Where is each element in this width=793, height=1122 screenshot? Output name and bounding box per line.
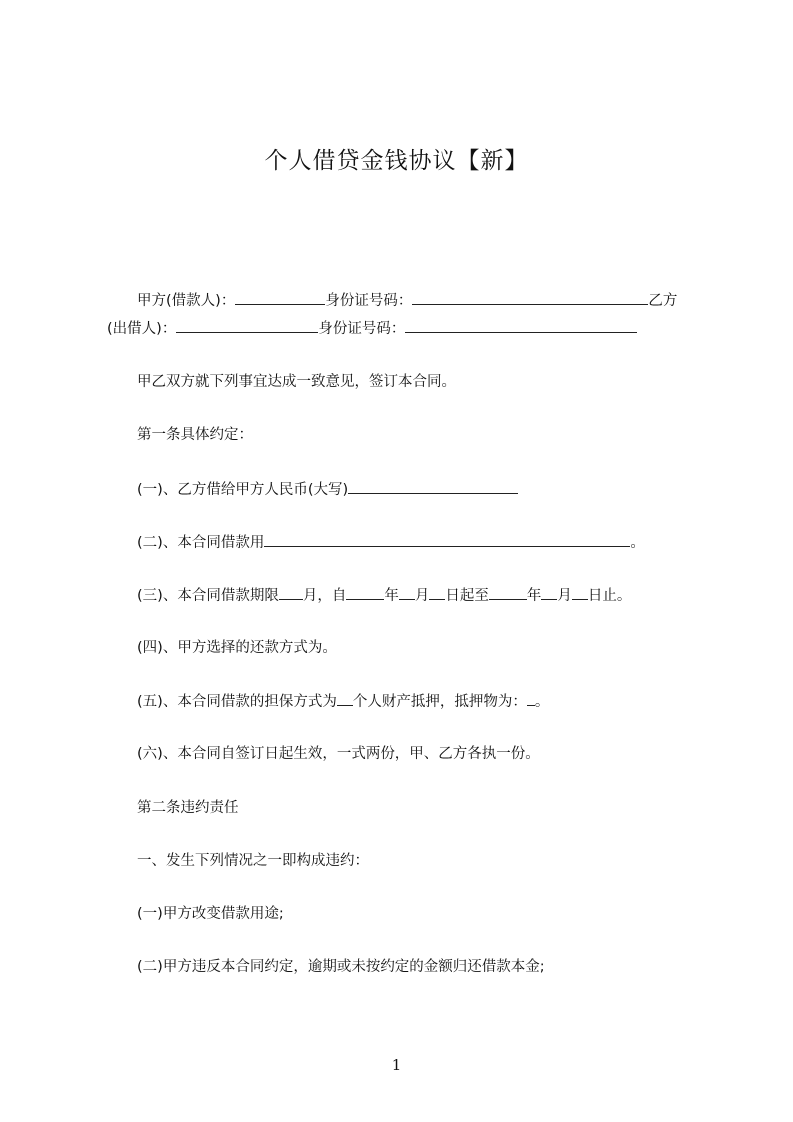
intro-paragraph: 甲乙双方就下列事宜达成一致意见，签订本合同。 — [137, 374, 456, 390]
end-day-blank — [572, 585, 588, 600]
breach-item-2: (二)甲方违反本合同约定，逾期或未按约定的金额归还借款本金; — [137, 959, 545, 975]
breach-item-1: (一)甲方改变借款用途; — [137, 906, 284, 922]
item-3-part-8: 日止。 — [587, 588, 632, 604]
id-label-2: 身份证号码： — [318, 321, 406, 337]
start-year-blank — [346, 585, 384, 600]
item-5-part-3: 。 — [534, 694, 550, 710]
start-day-blank — [429, 585, 445, 600]
item-6: (六)、本合同自签订日起生效，一式两份，甲、乙方各执一份。 — [137, 746, 540, 762]
party-b-line — [107, 318, 637, 339]
item-1-text: (一)、乙方借给甲方人民币(大写) — [137, 482, 349, 498]
item-3-part-2: 月，自 — [302, 588, 347, 604]
item-1 — [137, 479, 518, 500]
item-4: (四)、甲方选择的还款方式为。 — [137, 640, 337, 656]
party-b-id-blank — [405, 318, 637, 333]
party-b-name-blank — [176, 318, 318, 333]
item-2-text: (二)、本合同借款用 — [137, 535, 265, 551]
item-3 — [137, 585, 631, 606]
item-3-part-4: 月 — [414, 588, 430, 604]
party-b-label-start: 乙方 — [648, 293, 678, 309]
item-3-part-1: (三)、本合同借款期限 — [137, 588, 279, 604]
party-a-name-blank — [235, 290, 325, 305]
item-3-part-6: 年 — [526, 588, 542, 604]
party-a-line — [137, 290, 677, 311]
item-2 — [137, 532, 645, 553]
page-number: 1 — [391, 1056, 402, 1074]
item-5-part-1: (五)、本合同借款的担保方式为 — [137, 694, 337, 710]
end-month-blank — [541, 585, 557, 600]
party-a-label: 甲方(借款人)： — [137, 293, 236, 309]
party-b-label-end: (出借人)： — [107, 321, 177, 337]
collateral-blank — [527, 691, 535, 706]
item-3-part-5: 日起至 — [445, 588, 489, 604]
start-month-blank — [399, 585, 415, 600]
guarantee-blank — [337, 691, 353, 706]
breach-heading: 一、发生下列情况之一即构成违约： — [137, 853, 369, 869]
item-5-part-2: 个人财产抵押，抵押物为： — [352, 694, 527, 710]
article-2-heading: 第二条违约责任 — [137, 800, 239, 816]
loan-purpose-blank — [264, 532, 630, 547]
article-1-heading: 第一条具体约定： — [137, 427, 253, 443]
item-5 — [137, 691, 549, 712]
term-months-blank — [279, 585, 303, 600]
party-a-id-blank — [412, 290, 648, 305]
document-title: 个人借贷金钱协议【新】 — [264, 148, 529, 174]
loan-amount-blank — [348, 479, 518, 494]
id-label-1: 身份证号码： — [325, 293, 413, 309]
item-3-part-3: 年 — [384, 588, 399, 604]
end-year-blank — [489, 585, 527, 600]
item-2-end: 。 — [630, 535, 645, 551]
item-3-part-7: 月 — [557, 588, 572, 604]
